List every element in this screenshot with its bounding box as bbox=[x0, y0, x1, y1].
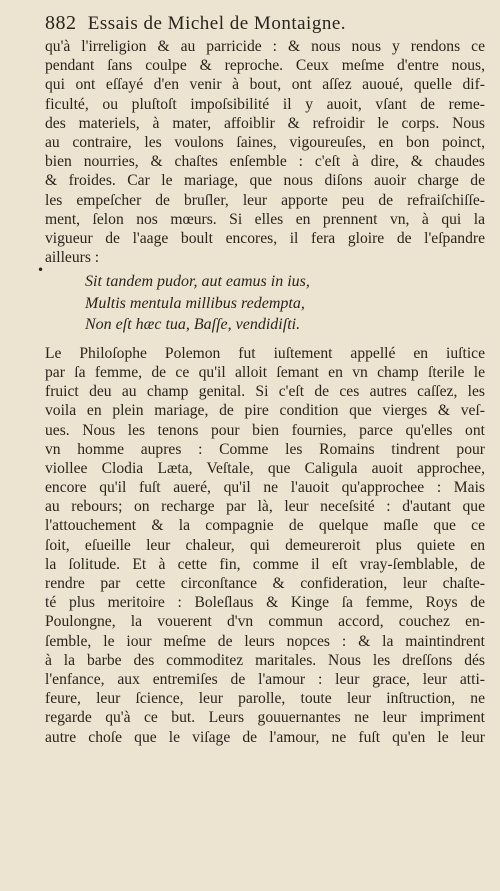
text-line: autre choſe que le viſage de l'amour, ne fuſt qu'en le leur bbox=[45, 728, 485, 746]
text-line: ficulté, ou pluſtoſt impoſsibilité il y auoit, vſant de reme- bbox=[45, 95, 485, 113]
text-line: des materiels, à mater, affoiblir & refroidir le corps. Nous bbox=[45, 114, 485, 132]
text-line: rendre par cette circonſtance & confideration, leur chaſte- bbox=[45, 575, 485, 592]
text-line: & froides. Car le mariage, que nous diſons auoir charge de bbox=[45, 172, 485, 190]
text-line: ailleurs : bbox=[45, 249, 100, 267]
paragraph-2 bbox=[45, 344, 485, 747]
text-line: feure, leur ſcience, leur parolle, toute leur inſtruction, ne bbox=[45, 690, 485, 708]
text-line: au rebours; on recharge par là, leur neceſsité : d'autant que bbox=[45, 498, 485, 516]
verse-line: Multis mentula millibus redempta, bbox=[85, 294, 305, 312]
text-line: Poulongne, la vouerent d'vn commun accord, couchez en- bbox=[45, 613, 485, 631]
text-line: vn homme aupres : Comme les Romains tindrent pour bbox=[45, 440, 485, 458]
running-title: Essais de Michel de Montaigne. bbox=[87, 13, 347, 34]
text-line: qu'à l'irreligion & au parricide : & nous nous y rendons ce bbox=[45, 38, 485, 55]
text-line: ſemble, le iour meſme de leurs nopces : & la maintindrent bbox=[45, 632, 485, 650]
text-line: qui ont eſſayé d'en venir à bout, ont aſſez auoué, quelle dif- bbox=[45, 76, 485, 94]
verse-line: Non eſt hæc tua, Baſſe, vendidiſti. bbox=[85, 316, 301, 334]
text-line: l'enfance, aux entremiſes de l'amour : leur grace, leur atti- bbox=[45, 670, 485, 688]
text-line: au contraire, les voulons ſaines, vigoureuſes, en bon poinct, bbox=[45, 133, 485, 151]
text-line: encore qu'il fuſt aueré, qu'il ne l'auoit qu'approchee : Mais bbox=[45, 479, 485, 497]
text-line: ues. Nous les tenons pour bien fournies, parce qu'elles ont bbox=[45, 421, 485, 439]
text-line: ment, ſelon nos mœurs. Si elles en prennent vn, à qui la bbox=[45, 210, 485, 228]
text-line: ſoit, eſueille leur chaleur, qui demeureroit plus quiete en bbox=[45, 536, 485, 554]
text-line: pendant ſans coulpe & reproche. Ceux meſme d'entre nous, bbox=[45, 57, 485, 75]
text-line: regarde qu'à ce but. Leurs gouuernantes ne leur impriment bbox=[45, 709, 485, 727]
text-line: voila en plein mariage, de pire condition que vierges & veſ- bbox=[45, 402, 485, 420]
margin-mark: • bbox=[37, 263, 45, 277]
text-line: l'attouchement & la compagnie de quelque maſle que ce bbox=[45, 517, 485, 535]
text-line: bien nourries, & chaſtes enſemble : c'eſt à dire, & chaudes bbox=[45, 153, 485, 171]
page-number: 882 bbox=[45, 12, 77, 34]
text-line: Le Philoſophe Polemon fut iuſtement appellé en iuſtice bbox=[45, 344, 485, 362]
latin-verse bbox=[85, 271, 485, 336]
text-line: à la barbe des commoditez maritales. Nous les dreſſons dés bbox=[45, 651, 485, 669]
verse-line: Sit tandem pudor, aut eamus in ius, bbox=[85, 273, 310, 291]
text-line: viollee Clodia Læta, Veſtale, que Caligula auoit approchee, bbox=[45, 459, 485, 477]
text-line: la ſolitude. Et à cette fin, comme il eſt vray-ſemblable, de bbox=[45, 555, 485, 573]
body-text bbox=[45, 37, 485, 747]
running-header bbox=[45, 12, 485, 35]
text-line: fruict deu au champ genital. Si c'eſt de ces autres caſſez, les bbox=[45, 383, 485, 401]
text-line: par ſa femme, de ce qu'il alloit ſemant en vn champ ſterile le bbox=[45, 363, 485, 381]
text-line: té plus meritoire : Boleſlaus & Kinge ſa femme, Roys de bbox=[45, 594, 485, 612]
paragraph-1 bbox=[45, 37, 485, 267]
text-line: les empeſcher de bruſler, leur apporte peu de refraiſchiſſe- bbox=[45, 191, 485, 209]
text-line: vigueur de l'aage boult encores, il fera gloire de l'eſpandre bbox=[45, 229, 485, 247]
